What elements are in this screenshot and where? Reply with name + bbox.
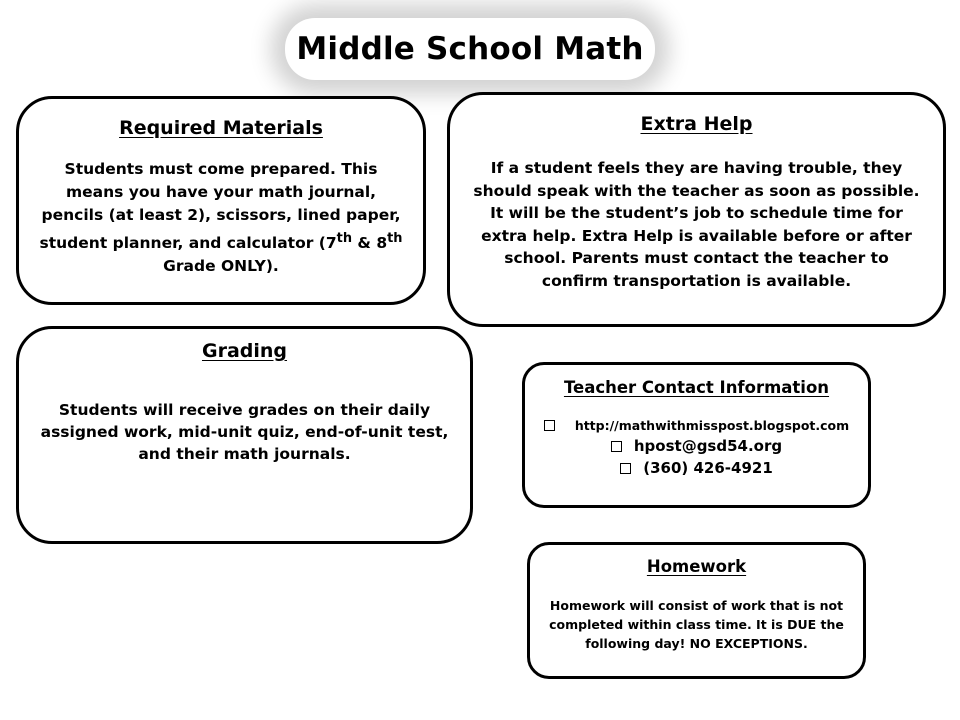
extra-help-heading: Extra Help bbox=[640, 113, 753, 135]
checkbox-icon bbox=[544, 420, 555, 431]
grading-box bbox=[16, 326, 473, 544]
contact-list bbox=[535, 415, 858, 479]
teacher-contact-heading: Teacher Contact Information bbox=[563, 378, 830, 397]
checkbox-icon bbox=[611, 441, 622, 452]
homework-text: Homework will consist of work that is not completed within class time. It is DUE the following day! NO EXCEPTIONS. bbox=[549, 598, 844, 651]
extra-help-text: If a student feels they are having trouble, they should speak with the teacher as soon as possible. It will be the student’s job to schedule time for extra help. Extra Help is available before or after school. Parents must contact the teacher to confirm transportation is available. bbox=[473, 159, 920, 290]
contact-item-blog bbox=[535, 415, 858, 435]
extra-help-box bbox=[447, 92, 946, 327]
superscript-8th: th bbox=[387, 231, 403, 246]
blog-link[interactable]: http://mathwithmisspost.blogspot.com bbox=[574, 417, 850, 433]
homework-heading: Homework bbox=[646, 557, 747, 576]
teacher-contact-box bbox=[522, 362, 871, 508]
phone-number: (360) 426-4921 bbox=[643, 459, 773, 477]
superscript-7th: th bbox=[336, 231, 353, 246]
required-materials-text: Students must come prepared. This means you have your math journal, pencils (at least 2), scissors, lined paper, student planner, and calculator (7th & 8th Grade ONLY). bbox=[39, 160, 403, 276]
required-materials-heading: Required Materials bbox=[119, 117, 323, 139]
page-title: Middle School Math bbox=[296, 31, 644, 67]
required-materials-box bbox=[16, 96, 426, 305]
title-banner bbox=[285, 18, 655, 80]
grading-text: Students will receive grades on their daily assigned work, mid-unit quiz, end-of-unit test, and their math journals. bbox=[40, 401, 449, 463]
email-link[interactable]: hpost@gsd54.org bbox=[633, 437, 783, 455]
checkbox-icon bbox=[620, 463, 631, 474]
grading-heading: Grading bbox=[201, 340, 288, 362]
homework-box bbox=[527, 542, 866, 679]
contact-item-phone bbox=[535, 457, 858, 479]
contact-item-email bbox=[535, 435, 858, 457]
